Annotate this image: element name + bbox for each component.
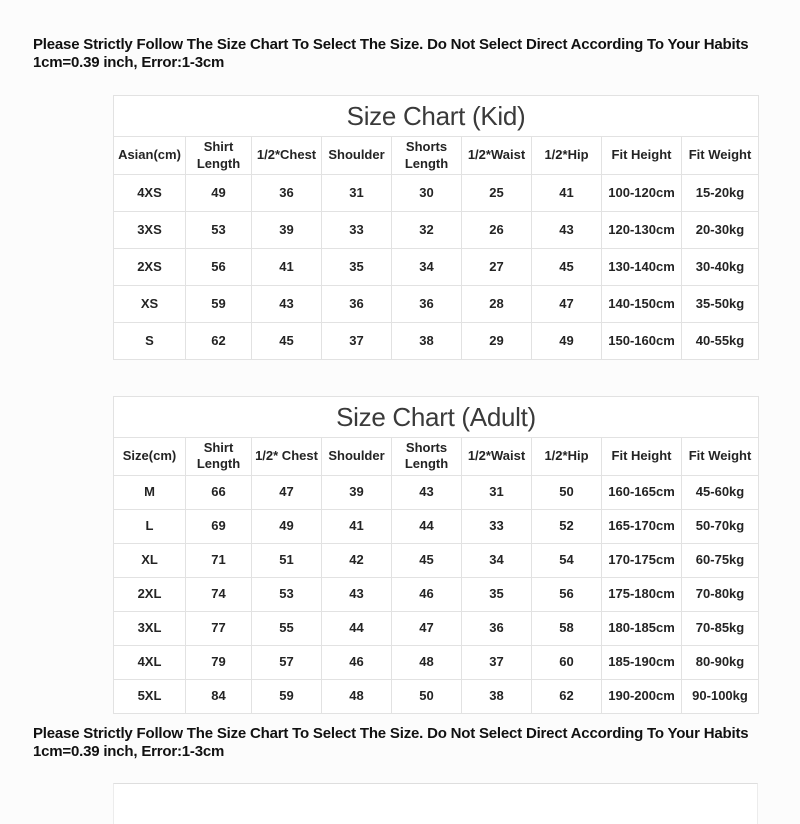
table-cell: 44 [392, 509, 462, 543]
table-cell: 53 [252, 577, 322, 611]
table-cell: 29 [462, 323, 532, 360]
table-cell: 43 [322, 577, 392, 611]
table-cell: 46 [322, 645, 392, 679]
size-label: 3XS [114, 212, 186, 249]
table-cell: 30-40kg [682, 249, 759, 286]
table-cell: 36 [392, 286, 462, 323]
table-cell: 49 [532, 323, 602, 360]
table-cell: 79 [186, 645, 252, 679]
table-cell: 69 [186, 509, 252, 543]
table-cell: 70-85kg [682, 611, 759, 645]
table-cell: 27 [462, 249, 532, 286]
table-cell: 57 [252, 645, 322, 679]
table-cell: 31 [322, 175, 392, 212]
size-label: S [114, 323, 186, 360]
size-label: 4XL [114, 645, 186, 679]
table-cell: 35-50kg [682, 286, 759, 323]
table-cell: 49 [252, 509, 322, 543]
table-cell: 45-60kg [682, 475, 759, 509]
size-label: 2XL [114, 577, 186, 611]
table-cell: 35 [322, 249, 392, 286]
table-cell: 39 [322, 475, 392, 509]
table-cell: 35 [462, 577, 532, 611]
table-cell: 47 [532, 286, 602, 323]
notice-line-1: Please Strictly Follow The Size Chart To Select The Size. Do Not Select Direct According To Your Habits [33, 36, 749, 53]
table-cell: 28 [462, 286, 532, 323]
table-cell: 26 [462, 212, 532, 249]
size-label: 5XL [114, 679, 186, 713]
table-cell: 55 [252, 611, 322, 645]
column-header: 1/2*Waist [462, 438, 532, 476]
column-header: Fit Weight [682, 137, 759, 175]
table-cell: 45 [532, 249, 602, 286]
table-cell: 45 [252, 323, 322, 360]
table-cell: 175-180cm [602, 577, 682, 611]
table-cell: 38 [392, 323, 462, 360]
column-header-row [114, 438, 759, 476]
size-chart-kid-table [113, 95, 759, 360]
table-cell: 44 [322, 611, 392, 645]
kid-table-body [114, 175, 759, 360]
table-row [114, 323, 759, 360]
table-cell: 36 [252, 175, 322, 212]
column-header: 1/2* Chest [252, 438, 322, 476]
table-cell: 34 [392, 249, 462, 286]
column-header-row [114, 137, 759, 175]
size-notice-bottom [33, 725, 772, 761]
table-cell: 48 [322, 679, 392, 713]
size-label: L [114, 509, 186, 543]
table-cell: 71 [186, 543, 252, 577]
table-cell: 50-70kg [682, 509, 759, 543]
table-cell: 33 [462, 509, 532, 543]
table-cell: 46 [392, 577, 462, 611]
table-cell: 43 [532, 212, 602, 249]
table-cell: 56 [532, 577, 602, 611]
table-cell: 43 [392, 475, 462, 509]
size-label: M [114, 475, 186, 509]
table-cell: 74 [186, 577, 252, 611]
size-label: XS [114, 286, 186, 323]
table-cell: 47 [252, 475, 322, 509]
table-row [114, 175, 759, 212]
table-cell: 58 [532, 611, 602, 645]
column-header: 1/2*Hip [532, 438, 602, 476]
table-row [114, 645, 759, 679]
size-label: XL [114, 543, 186, 577]
table-cell: 59 [186, 286, 252, 323]
table-row [114, 543, 759, 577]
table-cell: 180-185cm [602, 611, 682, 645]
table-cell: 34 [462, 543, 532, 577]
table-row [114, 679, 759, 713]
column-header: 1/2*Chest [252, 137, 322, 175]
table-row [114, 475, 759, 509]
table-cell: 25 [462, 175, 532, 212]
table-cell: 32 [392, 212, 462, 249]
table-cell: 30 [392, 175, 462, 212]
table-row [114, 611, 759, 645]
table-cell: 40-55kg [682, 323, 759, 360]
table-cell: 31 [462, 475, 532, 509]
table-title-row [114, 96, 759, 137]
table-cell: 49 [186, 175, 252, 212]
table-cell: 77 [186, 611, 252, 645]
table-cell: 51 [252, 543, 322, 577]
column-header: 1/2*Waist [462, 137, 532, 175]
kid-table-title: Size Chart (Kid) [114, 96, 759, 137]
table-cell: 190-200cm [602, 679, 682, 713]
table-cell: 90-100kg [682, 679, 759, 713]
column-header: Shoulder [322, 137, 392, 175]
table-cell: 15-20kg [682, 175, 759, 212]
table-cell: 80-90kg [682, 645, 759, 679]
table-cell: 185-190cm [602, 645, 682, 679]
table-cell: 39 [252, 212, 322, 249]
table-cell: 38 [462, 679, 532, 713]
table-cell: 20-30kg [682, 212, 759, 249]
table-row [114, 577, 759, 611]
column-header: Fit Height [602, 137, 682, 175]
table-cell: 33 [322, 212, 392, 249]
table-row [114, 249, 759, 286]
table-cell: 165-170cm [602, 509, 682, 543]
table-cell: 60 [532, 645, 602, 679]
table-cell: 42 [322, 543, 392, 577]
table-cell: 170-175cm [602, 543, 682, 577]
column-header: Fit Weight [682, 438, 759, 476]
table-cell: 130-140cm [602, 249, 682, 286]
column-header: Asian(cm) [114, 137, 186, 175]
table-cell: 50 [532, 475, 602, 509]
size-chart-adult-table [113, 396, 759, 714]
size-label: 4XS [114, 175, 186, 212]
table-cell: 43 [252, 286, 322, 323]
next-table-cutoff-edge [113, 783, 758, 824]
size-label: 2XS [114, 249, 186, 286]
adult-table-body [114, 475, 759, 713]
size-notice-top [33, 0, 772, 72]
table-cell: 59 [252, 679, 322, 713]
column-header: Shirt Length [186, 438, 252, 476]
column-header: Shorts Length [392, 137, 462, 175]
table-row [114, 509, 759, 543]
table-title-row [114, 397, 759, 438]
table-row [114, 286, 759, 323]
table-cell: 53 [186, 212, 252, 249]
adult-table-title: Size Chart (Adult) [114, 397, 759, 438]
notice-line-2: 1cm=0.39 inch, Error:1-3cm [33, 742, 225, 760]
table-cell: 52 [532, 509, 602, 543]
table-cell: 62 [532, 679, 602, 713]
table-cell: 150-160cm [602, 323, 682, 360]
table-cell: 56 [186, 249, 252, 286]
table-cell: 41 [532, 175, 602, 212]
table-cell: 54 [532, 543, 602, 577]
table-cell: 47 [392, 611, 462, 645]
column-header: Size(cm) [114, 438, 186, 476]
column-header: Shirt Length [186, 137, 252, 175]
table-cell: 37 [322, 323, 392, 360]
table-cell: 45 [392, 543, 462, 577]
table-cell: 36 [462, 611, 532, 645]
table-cell: 70-80kg [682, 577, 759, 611]
column-header: Shorts Length [392, 438, 462, 476]
column-header: 1/2*Hip [532, 137, 602, 175]
table-cell: 84 [186, 679, 252, 713]
column-header: Fit Height [602, 438, 682, 476]
table-cell: 60-75kg [682, 543, 759, 577]
table-cell: 62 [186, 323, 252, 360]
table-cell: 41 [322, 509, 392, 543]
table-cell: 37 [462, 645, 532, 679]
column-header: Shoulder [322, 438, 392, 476]
notice-line-2: 1cm=0.39 inch, Error:1-3cm [33, 54, 225, 71]
table-cell: 36 [322, 286, 392, 323]
table-cell: 120-130cm [602, 212, 682, 249]
notice-line-1: Please Strictly Follow The Size Chart To Select The Size. Do Not Select Direct According To Your Habits [33, 724, 749, 742]
size-label: 3XL [114, 611, 186, 645]
table-cell: 41 [252, 249, 322, 286]
table-cell: 160-165cm [602, 475, 682, 509]
table-row [114, 212, 759, 249]
table-cell: 50 [392, 679, 462, 713]
table-cell: 48 [392, 645, 462, 679]
table-cell: 66 [186, 475, 252, 509]
table-cell: 140-150cm [602, 286, 682, 323]
table-cell: 100-120cm [602, 175, 682, 212]
